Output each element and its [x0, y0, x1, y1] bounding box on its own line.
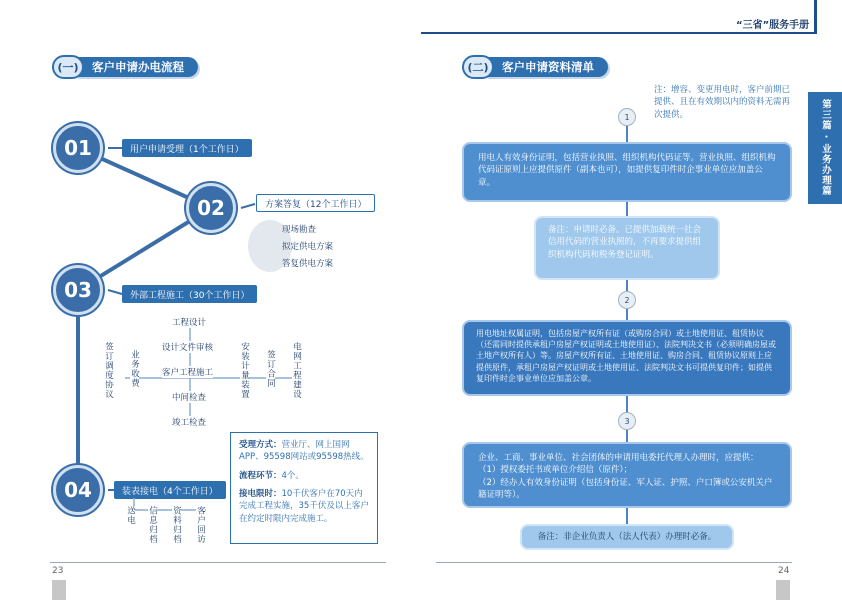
materials-box-3	[462, 442, 792, 508]
info-box	[230, 432, 378, 544]
step-label-04: 装表接电（4个工作日）	[114, 481, 226, 499]
header-rule	[421, 32, 814, 34]
materials-box-1: 用电人有效身份证明，包括营业执照、组织机构代码证等。营业执照、组织机构代码证原则上应提供原件（副本也可），如提供复印件时企事业单位应加盖公章。	[462, 142, 792, 202]
step4-vertical-item: 资料归档	[171, 506, 182, 544]
step-circle-02: 02	[186, 183, 236, 233]
step2-item: 答复供电方案	[282, 259, 334, 269]
section-marker-2: 2	[618, 291, 636, 309]
step3-center-item: 客户工程施工	[162, 368, 214, 378]
page-number-right: 24	[778, 566, 790, 576]
marker-stem	[626, 508, 628, 524]
footer-rule-left	[50, 562, 386, 563]
step3-vertical-item: 签订调度协议	[103, 342, 114, 399]
section-header-materials	[462, 55, 608, 79]
step3-center-item: 设计文件审核	[162, 343, 214, 353]
step3-vertical-item: 业务收费	[129, 350, 140, 388]
step4-vertical-item: 信息归档	[147, 506, 158, 544]
step-label-02: 方案答复（12个工作日）	[256, 194, 375, 212]
info-channel: 受理方式：营业厅、网上国网APP、95598网站或95598热线。	[239, 440, 369, 463]
materials-box-2: 用电地址权属证明，包括房屋产权所有证（或购房合同）或土地使用证、租赁协议（还需同时提供承租户房屋产权证明或土地使用证）、法院判决文书（必须明确房屋或土地产权所有人）等。房屋产权所有证、土地使用证、购房合同、租赁协议原则上应提供原件，承租户房屋产权证明或土地使用证、法院判决文书可提供复印件；如提供复印件时企事业单位应加盖公章。	[462, 320, 792, 396]
footer-tab-right	[776, 580, 790, 600]
step2-item: 现场勘查	[282, 225, 317, 235]
header-tick	[814, 0, 817, 34]
info-limit: 接电限时：10千伏客户在70天内完成工程实施，35千伏及以上客户在约定时限内完成施工。	[239, 488, 369, 524]
step3-vertical-item: 电网工程建设	[291, 342, 302, 399]
note-text: 注：增容、变更用电时，客户前期已提供、且在有效期以内的资料无需再次提供。	[654, 85, 791, 120]
section-title: 客户申请资料清单	[486, 57, 608, 77]
step3-center-item: 中间检查	[172, 393, 207, 403]
manual-title: “三省”服务手册	[736, 20, 810, 31]
chapter-side-tab: 第三篇 · 业务办理篇	[808, 92, 842, 204]
section-number: (一)	[52, 55, 84, 79]
step-label-03: 外部工程施工（30个工作日）	[122, 285, 257, 303]
section-number: (二)	[462, 55, 494, 79]
section-marker-3: 3	[618, 412, 636, 430]
step3-vertical-item: 签订合同	[265, 350, 276, 388]
step3-center-item: 工程设计	[172, 318, 207, 328]
materials-note-1: 备注：申请时必备。已提供加载统一社会信用代码的营业执照的，不再要求提供组织机构代码和税务登记证明。	[534, 216, 720, 280]
materials-note-3: 备注：非企业负责人（法人代表）办理时必备。	[520, 524, 734, 550]
box3-item-1: （1）授权委托书或单位介绍信（原件）；	[478, 465, 633, 476]
footer-tab-left	[52, 580, 66, 600]
step4-vertical-item: 送电	[125, 506, 136, 525]
step-circle-03: 03	[53, 265, 103, 315]
step2-item: 拟定供电方案	[282, 242, 334, 252]
page-number-left: 23	[52, 566, 64, 576]
step-circle-04: 04	[53, 465, 103, 515]
section-marker-1: 1	[618, 108, 636, 126]
marker-stem	[626, 124, 628, 142]
footer-rule-right	[436, 562, 792, 563]
info-steps: 流程环节：4个。	[239, 470, 304, 481]
step3-center-item: 竣工检查	[172, 418, 207, 428]
step-label-01: 用户申请受理（1个工作日）	[122, 139, 252, 157]
box3-intro: 企业、工商、事业单位、社会团体的申请用电委托代理人办理时，应提供：	[478, 453, 759, 463]
box3-item-2: （2）经办人有效身份证明（包括身份证、军人证、护照、户口簿或公安机关户籍证明等）。	[478, 477, 773, 500]
step-circle-01: 01	[53, 123, 103, 173]
step3-vertical-item: 安装计量装置	[239, 342, 250, 399]
section-title: 客户申请办电流程	[76, 57, 198, 77]
step4-vertical-item: 客户回访	[195, 506, 206, 544]
